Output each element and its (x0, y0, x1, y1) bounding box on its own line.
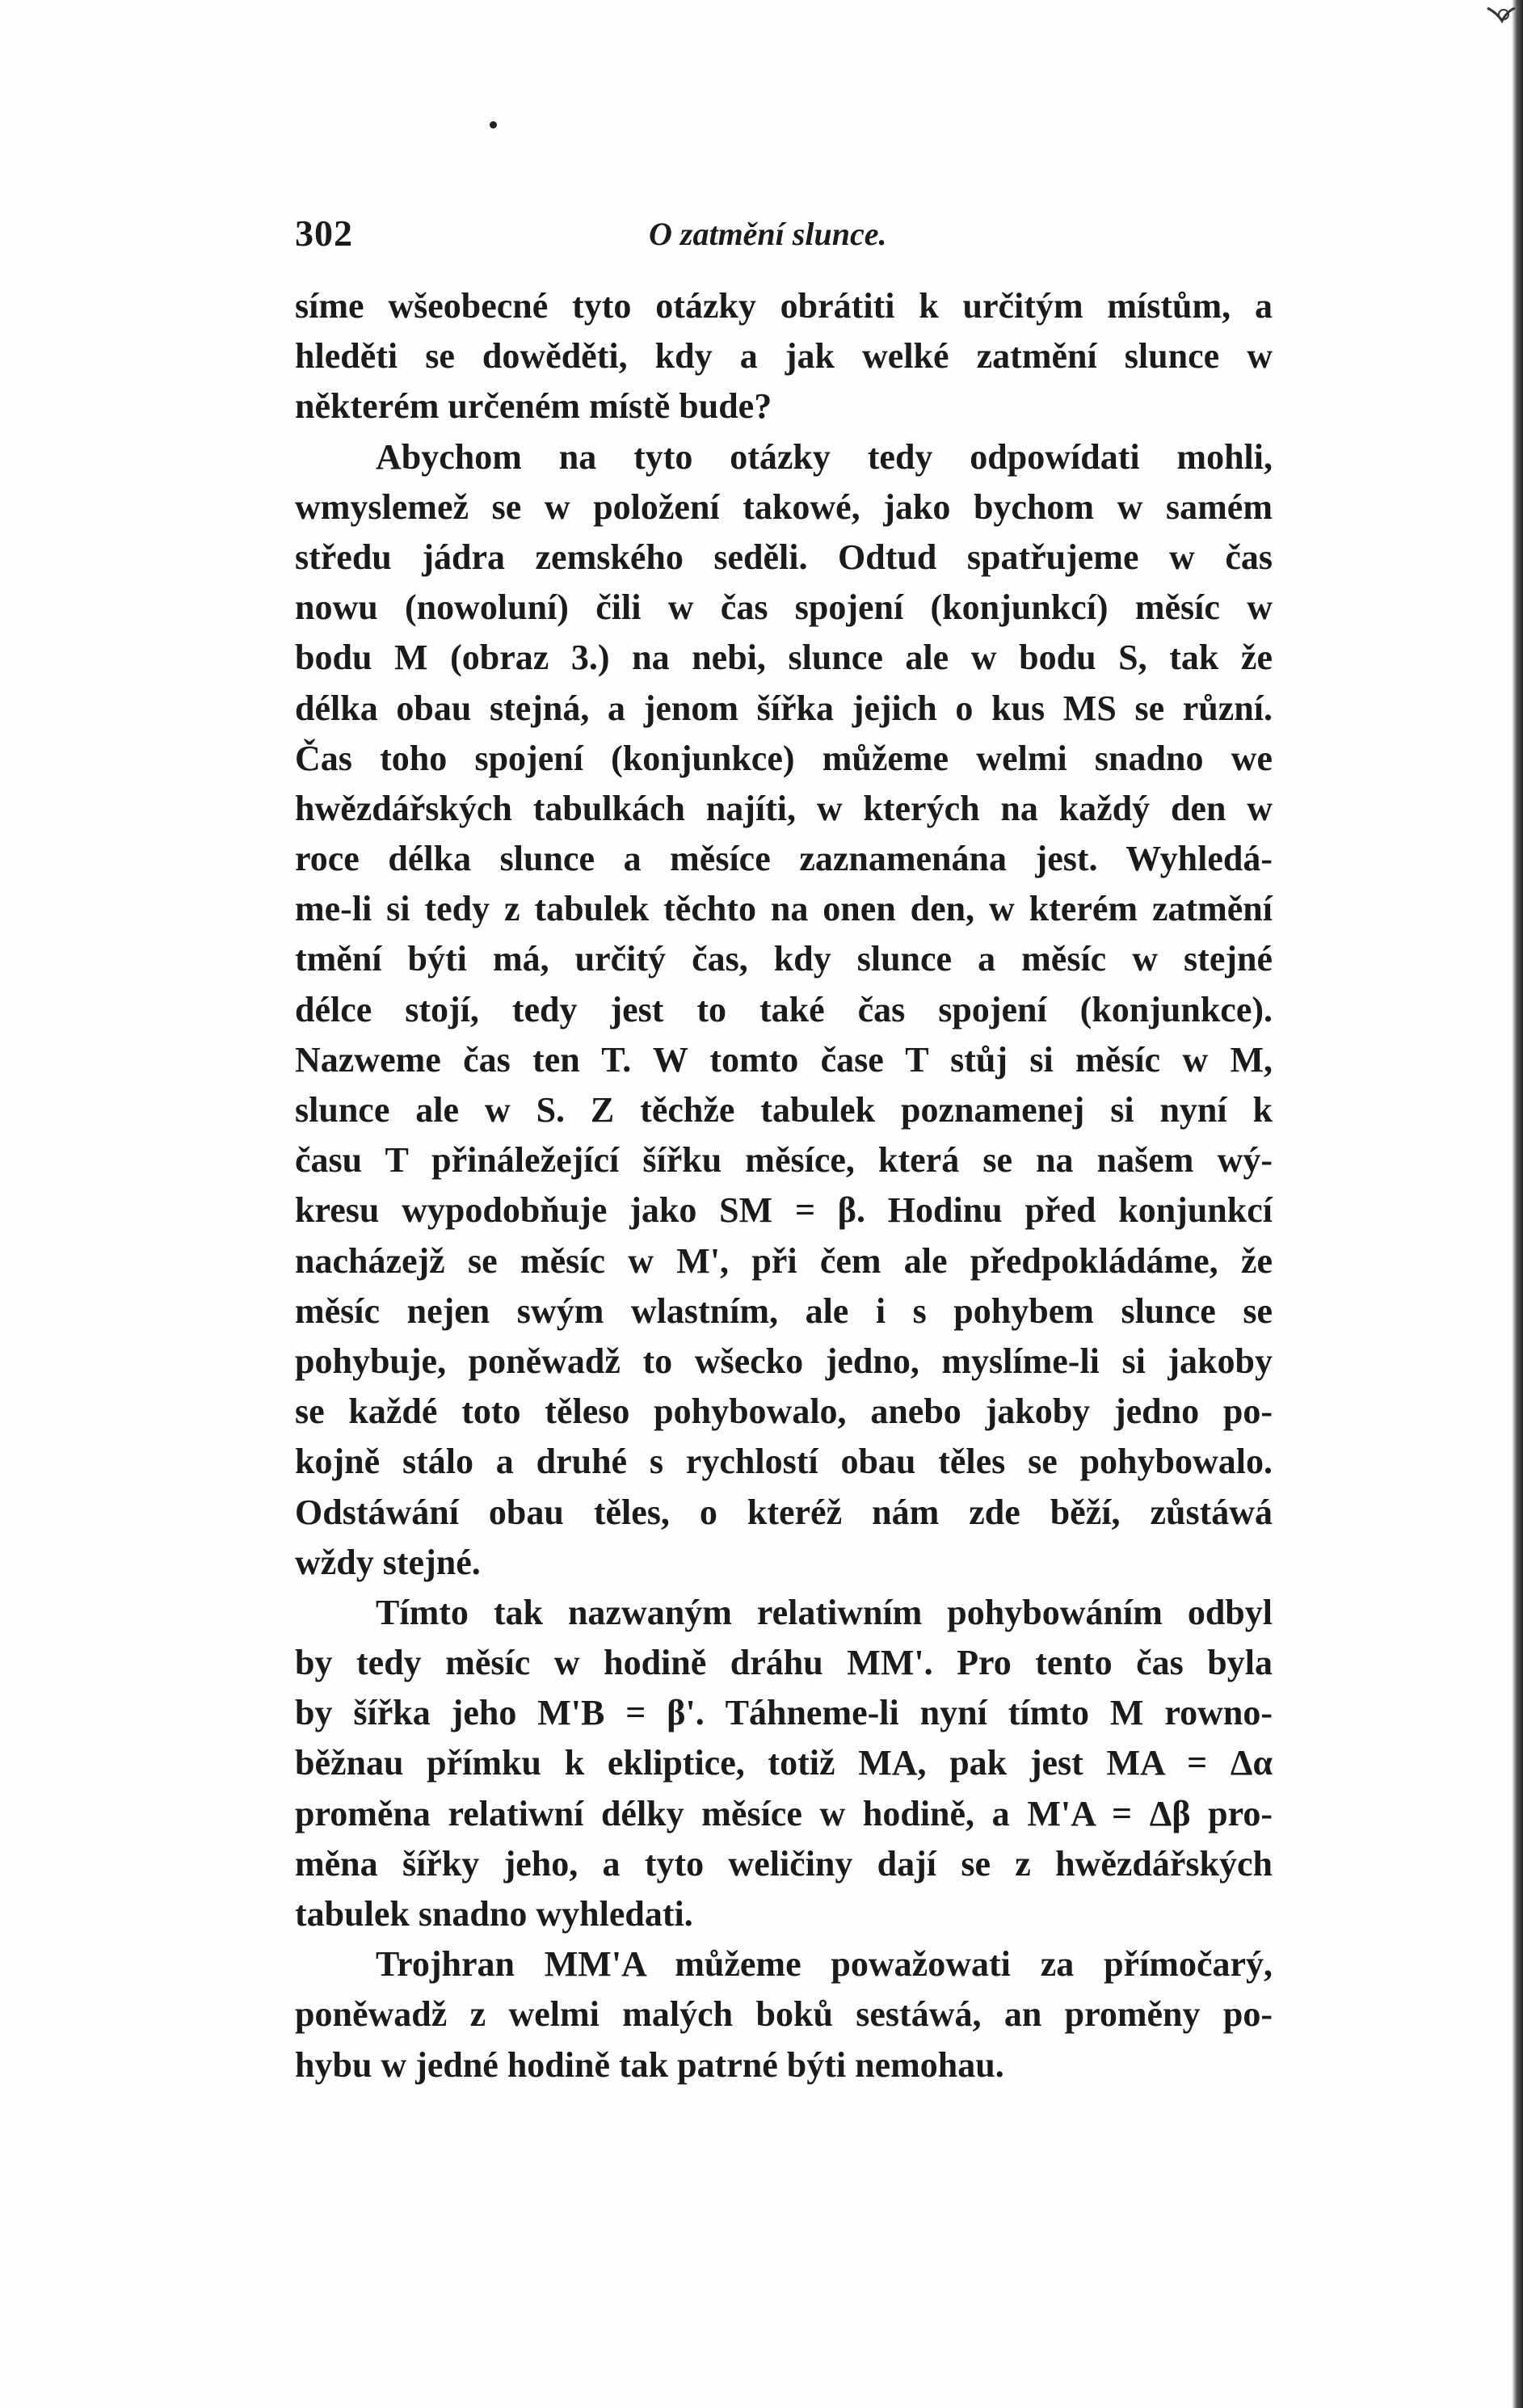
text-line: Čas toho spojení (konjunkce) můžeme welmi snadno we (295, 738, 1273, 778)
text-line: měsíc nejen swým wlastním, ale i s pohybem slunce se (295, 1290, 1273, 1331)
text-line: času T přináležející šířku měsíce, která se na našem wý- (295, 1140, 1273, 1181)
text-line: proměna relatiwní délky měsíce w hodině, a M'A = Δβ pro- (295, 1793, 1273, 1833)
text-line: kojně stálo a druhé s rychlostí obau těles se pohybowalo. (295, 1442, 1273, 1482)
text-line: nowu (nowoluní) čili w čas spojení (konjunkcí) měsíc w (295, 587, 1273, 628)
body-text (295, 281, 1273, 2090)
page-header (295, 212, 1281, 260)
text-line: wmyslemež se w položení takowé, jako bychom w samém (295, 486, 1273, 527)
text-line: hleděti se dowěděti, kdy a jak welké zatmění slunce w (295, 336, 1273, 377)
corner-smudge (1486, 5, 1517, 29)
text-line: wždy stejné. (295, 1542, 481, 1582)
text-line: se každé toto těleso pohybowalo, anebo jakoby jedno po- (295, 1391, 1273, 1432)
text-line: me-li si tedy z tabulek těchto na onen den, w kterém zatmění (295, 889, 1273, 929)
text-line: nacházejž se měsíc w M', při čem ale předpokládáme, že (295, 1240, 1273, 1281)
text-line: délka obau stejná, a jenom šířka jejich o kus MS se různí. (295, 688, 1273, 728)
text-line: Odstáwání obau těles, o kteréž nám zde běží, zůstáwá (295, 1492, 1273, 1532)
text-line: Trojhran MM'A můžeme powažowati za přímočarý, (376, 1944, 1273, 1985)
text-line: slunce ale w S. Z těchže tabulek poznamenej si nyní k (295, 1090, 1273, 1130)
text-line: Tímto tak nazwaným relatiwním pohybowáním odbyl (376, 1592, 1273, 1632)
running-title: O zatmění slunce. (649, 216, 887, 252)
text-line: hwězdářských tabulkách najíti, w kterých na každý den w (295, 788, 1273, 828)
text-line: síme wšeobecné tyto otázky obrátiti k určitým místům, a (295, 286, 1273, 326)
text-line: délce stojí, tedy jest to také čas spojení (konjunkce). (295, 989, 1273, 1029)
page-number: 302 (295, 213, 353, 254)
text-line: roce délka slunce a měsíce zaznamenána jest. Wyhledá- (295, 839, 1273, 879)
text-line: hybu w jedné hodině tak patrné býti nemohau. (295, 2044, 1004, 2085)
text-line: některém určeném místě bude? (295, 386, 772, 427)
text-line: tmění býti má, určitý čas, kdy slunce a měsíc w stejné (295, 939, 1273, 979)
ink-speck (490, 121, 497, 128)
text-line: kresu wypodobňuje jako SM = β. Hodinu před konjunkcí (295, 1190, 1273, 1231)
text-line: měna šířky jeho, a tyto weličiny dají se z hwězdářských (295, 1843, 1273, 1884)
text-line: bodu M (obraz 3.) na nebi, slunce ale w bodu S, tak že (295, 638, 1273, 678)
text-line: pohybuje, poněwadž to wšecko jedno, myslíme-li si jakoby (295, 1341, 1273, 1381)
text-line: Abychom na tyto otázky tedy odpowídati mohli, (376, 436, 1273, 477)
text-line: běžnau přímku k ekliptice, totiž MA, pak jest MA = Δα (295, 1743, 1273, 1783)
text-line: by tedy měsíc w hodině dráhu MM'. Pro tento čas byla (295, 1643, 1273, 1683)
page-edge-shadow (1512, 0, 1523, 2408)
text-line: středu jádra zemského seděli. Odtud spatřujeme w čas (295, 537, 1273, 577)
text-line: Nazweme čas ten T. W tomto čase T stůj si měsíc w M, (295, 1039, 1273, 1080)
text-line: by šířka jeho M'B = β'. Táhneme-li nyní tímto M rowno- (295, 1693, 1273, 1733)
text-line: tabulek snadno wyhledati. (295, 1894, 693, 1934)
text-line: poněwadž z welmi malých boků sestáwá, an proměny po- (295, 1994, 1273, 2035)
